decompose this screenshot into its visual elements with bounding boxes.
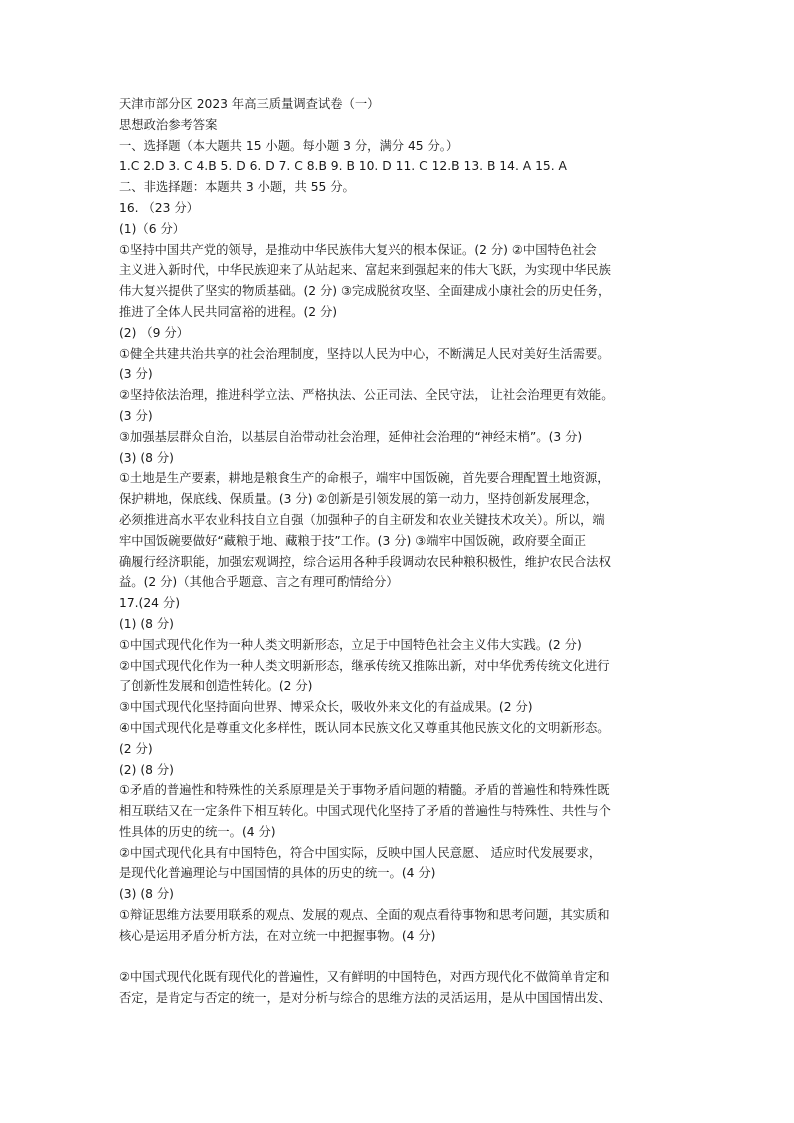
text-line: ①坚持中国共产党的领导，是推动中华民族伟大复兴的根本保证。(2 分) ②中国特色社会 (119, 242, 597, 257)
text-line: 核心是运用矛盾分析方法，在对立统一中把握事物。(4 分) (119, 928, 436, 943)
document-title: 天津市部分区 2023 年高三质量调查试卷（一） (119, 97, 380, 111)
text-line: 确履行经济职能，加强宏观调控，综合运用各种手段调动农民种粮积极性，维护农民合法权 (119, 554, 611, 569)
text-line: 主义进入新时代，中华民族迎来了从站起来、富起来到强起来的伟大飞跃，为实现中华民族 (119, 263, 611, 278)
text-line: (2 分) (119, 741, 153, 756)
text-line: ②中国式现代化具有中国特色，符合中国实际，反映中国人民意愿、 适应时代发展要求， (119, 845, 602, 860)
text-line: 了创新性发展和创造性转化。(2 分) (119, 679, 313, 694)
text-line: (2) （9 分） (119, 325, 189, 340)
text-line: ②中国式现代化既有现代化的普遍性，又有鲜明的中国特色，对西方现代化不做简单肯定和 (119, 970, 610, 985)
section-2-heading: 二、非选择题：本题共 3 小题，共 55 分。 (119, 180, 355, 195)
text-line: ②坚持依法治理，推进科学立法、严格执法、公正司法、全民守法， 让社会治理更有效能。 (119, 388, 614, 403)
text-line: ①辩证思维方法要用联系的观点、发展的观点、全面的观点看待事物和思考问题，其实质和 (119, 908, 610, 923)
text-line: ④中国式现代化是尊重文化多样性，既认同本民族文化又尊重其他民族文化的文明新形态。 (119, 720, 610, 735)
text-line: ②中国式现代化作为一种人类文明新形态，继承传统又推陈出新，对中华优秀传统文化进行 (119, 658, 610, 673)
text-line: 相互联结又在一定条件下相互转化。中国式现代化坚持了矛盾的普遍性与特殊性、共性与个 (119, 804, 611, 819)
text-line: (3 分) (119, 408, 153, 423)
text-line: ①土地是生产要素，耕地是粮食生产的命根子，端牢中国饭碗，首先要合理配置土地资源， (119, 471, 610, 486)
answer-lines (119, 198, 685, 1009)
text-line: (1) (8 分) (119, 616, 174, 631)
text-line: (2) (8 分) (119, 762, 174, 777)
text-line: ①中国式现代化作为一种人类文明新形态，立足于中国特色社会主义伟大实践。(2 分) (119, 637, 582, 652)
section-1-heading: 一、选择题（本大题共 15 小题。每小题 3 分，满分 45 分。） (119, 138, 459, 153)
multiple-choice-answers: 1.C 2.D 3. C 4.B 5. D 6. D 7. C 8.B 9. B 10. D 11. C 12.B 13. B 14. A 15. A (119, 159, 567, 174)
text-line: (3 分) (119, 367, 153, 382)
text-line: 推进了全体人民共同富裕的进程。(2 分) (119, 304, 338, 319)
text-line: 是现代化普遍理论与中国国情的具体的历史的统一。(4 分) (119, 866, 436, 881)
text-line (119, 947, 685, 968)
text-line: (3) (8 分) (119, 887, 174, 902)
text-line: 17.(24 分) (119, 596, 181, 611)
answer-key-body (119, 94, 685, 1009)
text-line: 牢中国饭碗要做好“藏粮于地、藏粮于技”工作。(3 分) ③端牢中国饭碗，政府要全面正 (119, 533, 587, 548)
text-line: 必须推进高水平农业科技自立自强（加强种子的自主研发和农业关键技术攻关）。所以，端 (119, 512, 605, 527)
text-line: (1)（6 分） (119, 221, 186, 236)
text-line: 性具体的历史的统一。(4 分) (119, 824, 276, 839)
text-line: ③中国式现代化坚持面向世界、博采众长，吸收外来文化的有益成果。(2 分) (119, 700, 533, 715)
text-line: 益。(2 分)（其他合乎题意、言之有理可酌情给分） (119, 575, 399, 590)
text-line: 16. （23 分） (119, 200, 199, 215)
text-line: ③加强基层群众自治，以基层自治带动社会治理，延伸社会治理的“神经末梢”。(3 分) (119, 429, 583, 444)
text-line: ①矛盾的普遍性和特殊性的关系原理是关于事物矛盾问题的精髓。矛盾的普遍性和特殊性既 (119, 783, 610, 798)
text-line: 保护耕地，保底线、保质量。(3 分) ②创新是引领发展的第一动力，坚持创新发展理念， (119, 492, 598, 507)
text-line: (3) (8 分) (119, 450, 174, 465)
text-line: ①健全共建共治共享的社会治理制度，坚持以人民为中心，不断满足人民对美好生活需要。 (119, 346, 610, 361)
text-line: 否定，是肯定与否定的统一，是对分析与综合的思维方法的灵活运用，是从中国国情出发、 (119, 991, 611, 1006)
document-subtitle: 思想政治参考答案 (119, 117, 218, 132)
text-line: 伟大复兴提供了坚实的物质基础。(2 分) ③完成脱贫攻坚、全面建成小康社会的历史任务， (119, 284, 611, 299)
